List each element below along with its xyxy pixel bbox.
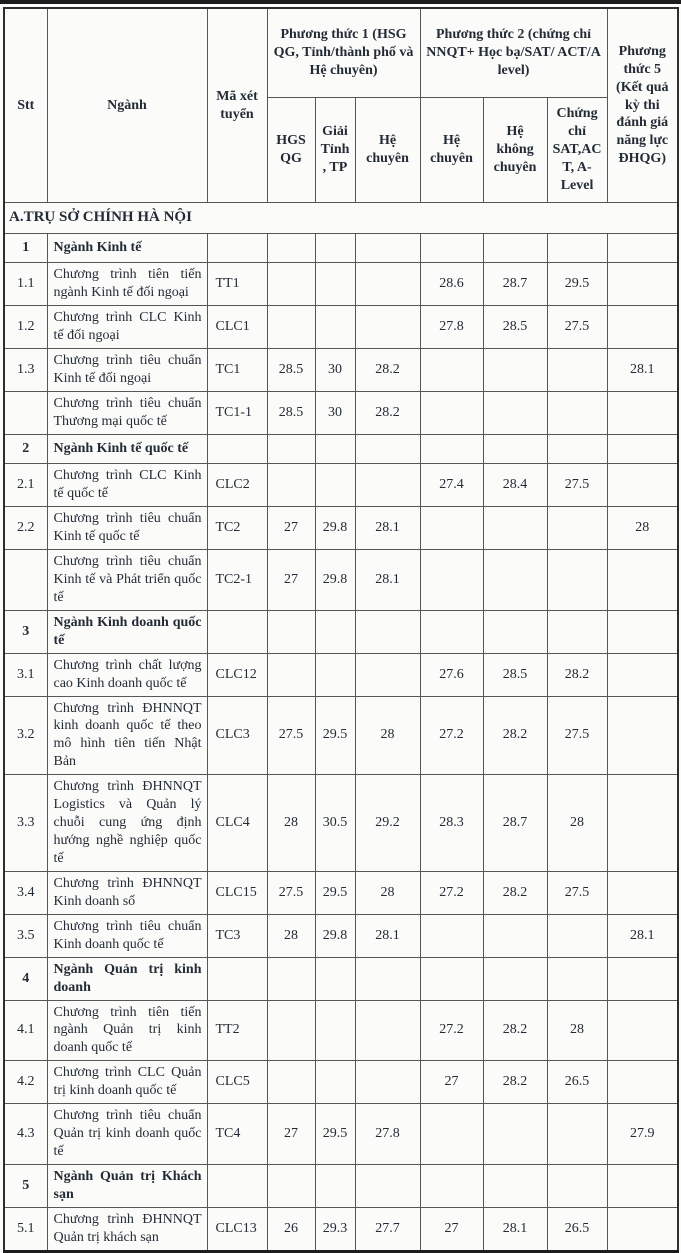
score-chung-chi-cell: 26.5 (547, 1207, 607, 1251)
stt-cell: 3.2 (4, 696, 47, 775)
program-name: Chương trình tiêu chuẩn Quản trị kinh doanh quốc tế (47, 1104, 207, 1165)
score-hgs-qg-cell (267, 1061, 315, 1104)
score-chung-chi-cell (547, 957, 607, 1000)
score-giai-tinh-tp-cell (315, 306, 355, 349)
score-hgs-qg-cell (267, 435, 315, 464)
nganh-group-name: Ngành Quản trị kinh doanh (47, 957, 207, 1000)
score-he-chuyen-pt2-cell (420, 1104, 483, 1165)
score-he-khong-chuyen-cell (483, 957, 547, 1000)
score-giai-tinh-tp-cell: 30 (315, 349, 355, 392)
col-header-he-chuyen-pt2: Hệ chuyên (420, 98, 483, 203)
ma-xet-tuyen-cell: CLC5 (207, 1061, 267, 1104)
score-he-chuyen-pt2-cell (420, 610, 483, 653)
score-chung-chi-cell: 27.5 (547, 306, 607, 349)
score-giai-tinh-tp-cell: 29.8 (315, 507, 355, 550)
col-header-stt: Stt (4, 8, 47, 203)
score-phuong-thuc-5-cell (607, 957, 678, 1000)
program-name: Chương trình CLC Kinh tế đối ngoại (47, 306, 207, 349)
score-he-chuyen-pt1-cell (355, 263, 420, 306)
score-phuong-thuc-5-cell (607, 775, 678, 872)
score-phuong-thuc-5-cell (607, 610, 678, 653)
score-hgs-qg-cell: 27 (267, 550, 315, 611)
score-hgs-qg-cell (267, 957, 315, 1000)
stt-cell: 2.1 (4, 464, 47, 507)
program-name: Chương trình tiêu chuẩn Kinh tế quốc tế (47, 507, 207, 550)
program-name: Chương trình tiên tiến ngành Quản trị kinh doanh quốc tế (47, 1000, 207, 1061)
score-phuong-thuc-5-cell: 28 (607, 507, 678, 550)
score-hgs-qg-cell (267, 263, 315, 306)
score-he-chuyen-pt2-cell: 28.3 (420, 775, 483, 872)
score-phuong-thuc-5-cell (607, 392, 678, 435)
score-he-khong-chuyen-cell: 28.2 (483, 1000, 547, 1061)
program-row (4, 263, 678, 306)
score-chung-chi-cell (547, 1104, 607, 1165)
score-phuong-thuc-5-cell (607, 871, 678, 914)
score-he-chuyen-pt1-cell: 27.7 (355, 1207, 420, 1251)
score-chung-chi-cell: 27.5 (547, 871, 607, 914)
score-chung-chi-cell (547, 610, 607, 653)
score-giai-tinh-tp-cell (315, 464, 355, 507)
score-chung-chi-cell: 27.5 (547, 464, 607, 507)
score-he-khong-chuyen-cell (483, 610, 547, 653)
score-he-chuyen-pt2-cell (420, 507, 483, 550)
score-he-khong-chuyen-cell: 28.7 (483, 775, 547, 872)
score-phuong-thuc-5-cell: 28.1 (607, 914, 678, 957)
stt-cell: 2.2 (4, 507, 47, 550)
ma-xet-tuyen-cell: TC2 (207, 507, 267, 550)
score-hgs-qg-cell (267, 464, 315, 507)
score-he-khong-chuyen-cell (483, 550, 547, 611)
score-chung-chi-cell: 28 (547, 775, 607, 872)
col-group-phuong-thuc-1: Phương thức 1 (HSG QG, Tỉnh/thành phố và Hệ chuyên) (267, 8, 420, 98)
score-he-chuyen-pt2-cell: 27.2 (420, 871, 483, 914)
score-hgs-qg-cell: 26 (267, 1207, 315, 1251)
stt-cell: 4 (4, 957, 47, 1000)
score-phuong-thuc-5-cell (607, 234, 678, 263)
top-cutoff-rule (0, 0, 681, 4)
score-chung-chi-cell: 29.5 (547, 263, 607, 306)
score-phuong-thuc-5-cell (607, 263, 678, 306)
score-he-chuyen-pt2-cell (420, 1164, 483, 1207)
score-chung-chi-cell (547, 507, 607, 550)
program-row (4, 392, 678, 435)
score-giai-tinh-tp-cell (315, 610, 355, 653)
col-header-ma-xet-tuyen: Mã xét tuyển (207, 8, 267, 203)
score-he-chuyen-pt1-cell: 28.1 (355, 914, 420, 957)
stt-cell: 1.2 (4, 306, 47, 349)
score-phuong-thuc-5-cell: 27.9 (607, 1104, 678, 1165)
score-chung-chi-cell: 28.2 (547, 653, 607, 696)
score-he-chuyen-pt2-cell (420, 234, 483, 263)
program-name: Chương trình ĐHNNQT kinh doanh quốc tế theo mô hình tiên tiến Nhật Bản (47, 696, 207, 775)
score-hgs-qg-cell: 27.5 (267, 871, 315, 914)
nganh-group-row (4, 610, 678, 653)
score-giai-tinh-tp-cell (315, 435, 355, 464)
score-he-chuyen-pt2-cell: 27 (420, 1207, 483, 1251)
program-name: Chương trình ĐHNNQT Quản trị khách sạn (47, 1207, 207, 1251)
ma-xet-tuyen-cell: CLC12 (207, 653, 267, 696)
score-hgs-qg-cell (267, 1000, 315, 1061)
program-name: Chương trình ĐHNNQT Logistics và Quản lý chuỗi cung ứng định hướng nghề nghiệp quốc tế (47, 775, 207, 872)
score-he-khong-chuyen-cell (483, 392, 547, 435)
score-chung-chi-cell (547, 550, 607, 611)
score-giai-tinh-tp-cell (315, 957, 355, 1000)
program-name: Chương trình chất lượng cao Kinh doanh quốc tế (47, 653, 207, 696)
score-he-chuyen-pt1-cell (355, 464, 420, 507)
score-he-khong-chuyen-cell: 28.2 (483, 696, 547, 775)
program-row (4, 914, 678, 957)
nganh-group-name: Ngành Quản trị Khách sạn (47, 1164, 207, 1207)
score-he-chuyen-pt1-cell: 28.1 (355, 507, 420, 550)
score-he-khong-chuyen-cell: 28.2 (483, 871, 547, 914)
ma-xet-tuyen-cell: TC1-1 (207, 392, 267, 435)
score-hgs-qg-cell: 27 (267, 1104, 315, 1165)
stt-cell (4, 392, 47, 435)
ma-xet-tuyen-cell: TC3 (207, 914, 267, 957)
score-giai-tinh-tp-cell: 30 (315, 392, 355, 435)
col-header-phuong-thuc-5: Phương thức 5 (Kết quả kỳ thi đánh giá năng lực ĐHQG) (607, 8, 678, 203)
ma-xet-tuyen-cell: TC1 (207, 349, 267, 392)
nganh-group-row (4, 1164, 678, 1207)
score-chung-chi-cell (547, 1164, 607, 1207)
score-phuong-thuc-5-cell (607, 1000, 678, 1061)
program-row (4, 775, 678, 872)
program-row (4, 696, 678, 775)
admission-scores-table (3, 7, 679, 1253)
score-he-khong-chuyen-cell: 28.2 (483, 1061, 547, 1104)
score-chung-chi-cell: 26.5 (547, 1061, 607, 1104)
ma-xet-tuyen-cell: TC4 (207, 1104, 267, 1165)
ma-xet-tuyen-cell: CLC15 (207, 871, 267, 914)
score-he-khong-chuyen-cell (483, 1164, 547, 1207)
score-he-khong-chuyen-cell (483, 914, 547, 957)
ma-xet-tuyen-cell: TT1 (207, 263, 267, 306)
score-he-chuyen-pt1-cell (355, 653, 420, 696)
score-chung-chi-cell: 27.5 (547, 696, 607, 775)
score-he-khong-chuyen-cell (483, 435, 547, 464)
score-chung-chi-cell (547, 234, 607, 263)
score-he-chuyen-pt1-cell (355, 610, 420, 653)
ma-xet-tuyen-cell (207, 957, 267, 1000)
score-phuong-thuc-5-cell (607, 550, 678, 611)
score-he-chuyen-pt1-cell: 28 (355, 871, 420, 914)
score-he-chuyen-pt1-cell: 28.2 (355, 392, 420, 435)
score-hgs-qg-cell: 27.5 (267, 696, 315, 775)
nganh-group-name: Ngành Kinh tế (47, 234, 207, 263)
section-title: A.TRỤ SỞ CHÍNH HÀ NỘI (4, 203, 678, 234)
stt-cell: 4.2 (4, 1061, 47, 1104)
table-header (4, 8, 678, 203)
score-he-chuyen-pt2-cell: 28.6 (420, 263, 483, 306)
ma-xet-tuyen-cell: CLC1 (207, 306, 267, 349)
score-he-chuyen-pt2-cell: 27.2 (420, 696, 483, 775)
nganh-group-row (4, 234, 678, 263)
ma-xet-tuyen-cell: CLC3 (207, 696, 267, 775)
col-header-nganh: Ngành (47, 8, 207, 203)
score-giai-tinh-tp-cell (315, 234, 355, 263)
score-chung-chi-cell (547, 435, 607, 464)
score-giai-tinh-tp-cell: 30.5 (315, 775, 355, 872)
score-phuong-thuc-5-cell (607, 696, 678, 775)
score-he-khong-chuyen-cell (483, 507, 547, 550)
program-row (4, 550, 678, 611)
score-he-khong-chuyen-cell: 28.4 (483, 464, 547, 507)
program-name: Chương trình tiêu chuẩn Kinh tế đối ngoại (47, 349, 207, 392)
program-row (4, 1061, 678, 1104)
score-he-chuyen-pt1-cell: 28 (355, 696, 420, 775)
nganh-group-name: Ngành Kinh tế quốc tế (47, 435, 207, 464)
score-phuong-thuc-5-cell (607, 653, 678, 696)
score-he-khong-chuyen-cell (483, 1104, 547, 1165)
stt-cell: 3.4 (4, 871, 47, 914)
score-chung-chi-cell: 28 (547, 1000, 607, 1061)
col-header-hgs-qg: HGS QG (267, 98, 315, 203)
col-header-chung-chi-sat-act: Chứng chỉ SAT,ACT, A-Level (547, 98, 607, 203)
score-giai-tinh-tp-cell: 29.5 (315, 871, 355, 914)
score-giai-tinh-tp-cell (315, 263, 355, 306)
score-hgs-qg-cell (267, 1164, 315, 1207)
score-giai-tinh-tp-cell: 29.3 (315, 1207, 355, 1251)
ma-xet-tuyen-cell (207, 435, 267, 464)
score-he-khong-chuyen-cell (483, 234, 547, 263)
score-he-chuyen-pt1-cell (355, 1164, 420, 1207)
score-hgs-qg-cell: 28 (267, 775, 315, 872)
score-phuong-thuc-5-cell: 28.1 (607, 349, 678, 392)
stt-cell: 1.1 (4, 263, 47, 306)
stt-cell: 4.1 (4, 1000, 47, 1061)
score-giai-tinh-tp-cell (315, 1061, 355, 1104)
ma-xet-tuyen-cell: CLC4 (207, 775, 267, 872)
score-he-khong-chuyen-cell (483, 349, 547, 392)
score-phuong-thuc-5-cell (607, 464, 678, 507)
score-he-chuyen-pt1-cell (355, 1000, 420, 1061)
program-name: Chương trình CLC Quản trị kinh doanh quốc tế (47, 1061, 207, 1104)
program-row (4, 464, 678, 507)
score-he-chuyen-pt1-cell: 29.2 (355, 775, 420, 872)
stt-cell: 2 (4, 435, 47, 464)
ma-xet-tuyen-cell: TT2 (207, 1000, 267, 1061)
score-he-chuyen-pt1-cell: 28.1 (355, 550, 420, 611)
program-name: Chương trình tiêu chuẩn Kinh tế và Phát triển quốc tế (47, 550, 207, 611)
stt-cell: 3.3 (4, 775, 47, 872)
program-row (4, 1207, 678, 1251)
ma-xet-tuyen-cell (207, 234, 267, 263)
score-he-chuyen-pt1-cell (355, 957, 420, 1000)
stt-cell: 5 (4, 1164, 47, 1207)
score-he-chuyen-pt1-cell (355, 1061, 420, 1104)
score-chung-chi-cell (547, 349, 607, 392)
score-giai-tinh-tp-cell: 29.8 (315, 550, 355, 611)
score-he-chuyen-pt2-cell: 27 (420, 1061, 483, 1104)
stt-cell (4, 550, 47, 611)
score-giai-tinh-tp-cell: 29.8 (315, 914, 355, 957)
ma-xet-tuyen-cell: TC2-1 (207, 550, 267, 611)
score-giai-tinh-tp-cell: 29.5 (315, 1104, 355, 1165)
score-phuong-thuc-5-cell (607, 435, 678, 464)
col-header-giai-tinh-tp: Giải Tỉnh , TP (315, 98, 355, 203)
score-he-chuyen-pt2-cell (420, 392, 483, 435)
score-he-chuyen-pt1-cell: 27.8 (355, 1104, 420, 1165)
score-hgs-qg-cell (267, 653, 315, 696)
score-hgs-qg-cell (267, 234, 315, 263)
score-chung-chi-cell (547, 392, 607, 435)
program-row (4, 507, 678, 550)
score-he-khong-chuyen-cell: 28.1 (483, 1207, 547, 1251)
table-body (4, 203, 678, 1252)
score-giai-tinh-tp-cell: 29.5 (315, 696, 355, 775)
score-he-chuyen-pt2-cell (420, 349, 483, 392)
ma-xet-tuyen-cell: CLC2 (207, 464, 267, 507)
score-he-chuyen-pt2-cell: 27.2 (420, 1000, 483, 1061)
score-he-chuyen-pt2-cell (420, 550, 483, 611)
program-row (4, 871, 678, 914)
score-he-chuyen-pt2-cell (420, 914, 483, 957)
score-he-chuyen-pt2-cell: 27.4 (420, 464, 483, 507)
score-he-chuyen-pt2-cell: 27.6 (420, 653, 483, 696)
score-chung-chi-cell (547, 914, 607, 957)
score-hgs-qg-cell: 28.5 (267, 349, 315, 392)
section-row-tru-so-chinh-ha-noi (4, 203, 678, 234)
program-name: Chương trình CLC Kinh tế quốc tế (47, 464, 207, 507)
stt-cell: 3.5 (4, 914, 47, 957)
stt-cell: 3.1 (4, 653, 47, 696)
score-he-chuyen-pt1-cell: 28.2 (355, 349, 420, 392)
stt-cell: 5.1 (4, 1207, 47, 1251)
score-phuong-thuc-5-cell (607, 1061, 678, 1104)
score-giai-tinh-tp-cell (315, 1164, 355, 1207)
score-he-chuyen-pt2-cell (420, 957, 483, 1000)
col-header-he-khong-chuyen: Hệ không chuyên (483, 98, 547, 203)
ma-xet-tuyen-cell: CLC13 (207, 1207, 267, 1251)
nganh-group-row (4, 435, 678, 464)
program-name: Chương trình tiên tiến ngành Kinh tế đối ngoại (47, 263, 207, 306)
nganh-group-name: Ngành Kinh doanh quốc tế (47, 610, 207, 653)
score-hgs-qg-cell: 28 (267, 914, 315, 957)
score-giai-tinh-tp-cell (315, 1000, 355, 1061)
program-row (4, 1000, 678, 1061)
score-he-chuyen-pt1-cell (355, 435, 420, 464)
program-row (4, 349, 678, 392)
score-he-khong-chuyen-cell: 28.7 (483, 263, 547, 306)
stt-cell: 4.3 (4, 1104, 47, 1165)
ma-xet-tuyen-cell (207, 610, 267, 653)
nganh-group-row (4, 957, 678, 1000)
score-he-khong-chuyen-cell: 28.5 (483, 653, 547, 696)
col-group-phuong-thuc-2: Phương thức 2 (chứng chỉ NNQT+ Học bạ/SAT/ ACT/A level) (420, 8, 607, 98)
col-header-he-chuyen-pt1: Hệ chuyên (355, 98, 420, 203)
score-he-chuyen-pt2-cell: 27.8 (420, 306, 483, 349)
score-phuong-thuc-5-cell (607, 306, 678, 349)
stt-cell: 1.3 (4, 349, 47, 392)
program-name: Chương trình tiêu chuẩn Kinh doanh quốc tế (47, 914, 207, 957)
score-giai-tinh-tp-cell (315, 653, 355, 696)
score-hgs-qg-cell: 28.5 (267, 392, 315, 435)
score-phuong-thuc-5-cell (607, 1207, 678, 1251)
score-hgs-qg-cell (267, 610, 315, 653)
score-he-chuyen-pt1-cell (355, 306, 420, 349)
ma-xet-tuyen-cell (207, 1164, 267, 1207)
score-he-khong-chuyen-cell: 28.5 (483, 306, 547, 349)
score-phuong-thuc-5-cell (607, 1164, 678, 1207)
program-row (4, 306, 678, 349)
score-hgs-qg-cell (267, 306, 315, 349)
stt-cell: 1 (4, 234, 47, 263)
score-he-chuyen-pt1-cell (355, 234, 420, 263)
program-row (4, 653, 678, 696)
stt-cell: 3 (4, 610, 47, 653)
score-he-chuyen-pt2-cell (420, 435, 483, 464)
program-name: Chương trình tiêu chuẩn Thương mại quốc tế (47, 392, 207, 435)
program-name: Chương trình ĐHNNQT Kinh doanh số (47, 871, 207, 914)
program-row (4, 1104, 678, 1165)
score-hgs-qg-cell: 27 (267, 507, 315, 550)
